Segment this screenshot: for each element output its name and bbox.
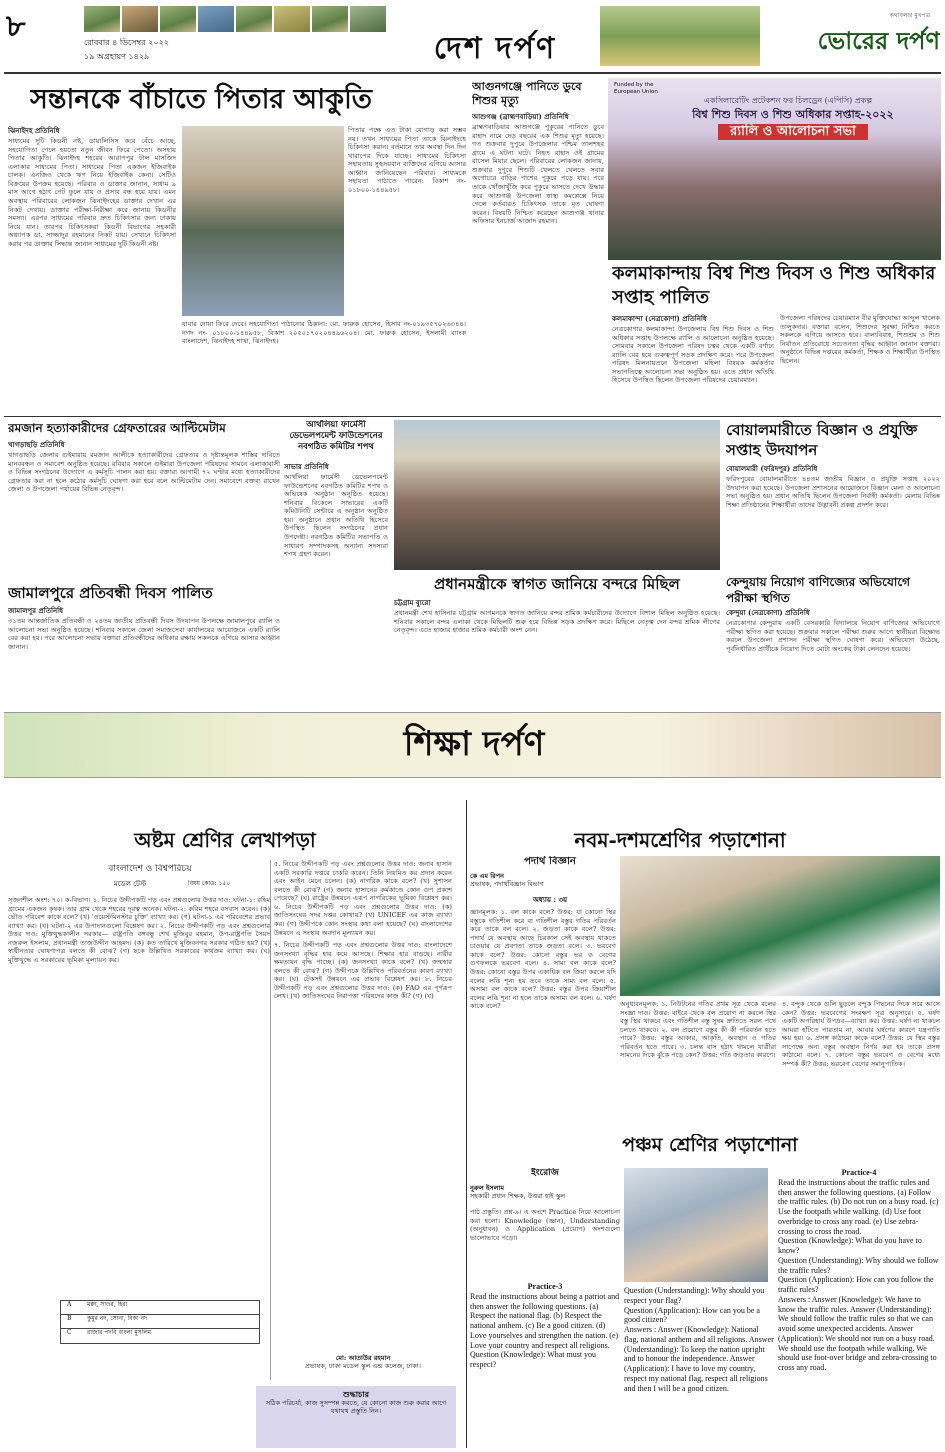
page-number: ৮ <box>6 9 26 44</box>
practice4-body: Read the instructions about the traffic rules and then answer the following questions. (a) Follow the traffic rules. (b) Do not run on a busy road. (c) Use the footpath while walking. (d) Use foot overbridge to cross any road. (e) Use zebra-crossing to cross the road. <box>778 1177 939 1236</box>
section-name: দেশ দর্পণ <box>433 31 557 66</box>
kalmakanda-byline: কলমাকান্দা (নেত্রকোণা) প্রতিনিধি <box>612 314 707 323</box>
drown-story <box>472 112 604 414</box>
lead-body-2: পিতার পক্ষে এত টাকা যোগাড় করা সম্ভব নয়। তখন সাধ্যমের পিতা তাকে ঝিনাইদহে চিকিৎসা করান। বর্তমানে তার অবস্থা দিন দিন খারাপের দিকে যাচ্ছে। সাধ্যমের চিকিৎসা সহায়তায় সুহৃদয়বান ব্যক্তিদের এগিয়ে আসার আহ্বান জানিয়েছেন পরিবার। সাধ্যমকে সহায়তা পাঠাতে পারেন: বিকাশ নং- ০১৮০০-১৪৪৯৫৮। <box>348 126 466 194</box>
class910-body: জ্ঞানমূলক: ১. বল কাকে বলে? উত্তর: যা কোনো স্থির বস্তুকে গতিশীল করে বা গতিশীল বস্তুর গতির পরিবর্তন করে তাকে বল বলে। ২. জড়তা কাকে বলে? উত্তর: পদার্থ যে অবস্থায় আছে চিরকাল সেই অবস্থায় থাকতে চাওয়ার যে প্রবণতা তাকে জড়তা বলে। ৩. ভরবেগ কাকে বলে? উত্তর: কোনো বস্তুর ভর ও বেগের গুণফলকে ভরবেগ বলে। ৪. সাম্য বল কাকে বলে? উত্তর: কোনো বস্তুর উপর একাধিক বল ক্রিয়া করলে যদি বলের লব্ধি শূন্য হয় তবে তাকে সাম্য বল বলে। ৫. অসাম্য বল কাকে বলে? উত্তর: বস্তুর উপর ক্রিয়াশীল বলের লব্ধি শূন্য না হলে তাকে অসাম্য বল বলে। ৬. ঘর্ষণ কাকে বলে? <box>470 908 616 1011</box>
header-photo <box>350 6 386 32</box>
class910-title: নবম-দশমশ্রেণির পড়াশোনা <box>574 828 786 852</box>
header-photo <box>236 6 272 32</box>
kendua-body: নেত্রকোণার কেন্দুয়ায় একটি বেসরকারি বিদ্যালয়ে নিয়োগ বাণিজ্যের অভিযোগে পরীক্ষা স্থগিত করা হয়েছে। শুক্রবার সকালে পরীক্ষা শুরুর আগে স্থানীয়রা বিক্ষোভ করলে উপজেলা প্রশাসন পরীক্ষা স্থগিত ঘোষণা করে। অভিযোগ উঠেছে, পূর্বনির্ধারিত প্রার্থীকে নিয়োগ দিতে মোটা অংকের টাকা লেনদেন হয়েছে। <box>726 619 940 653</box>
class910-column-2 <box>620 1000 776 1120</box>
practice3-question-2: Question (Understanding): Why should you respect your flag? <box>624 1286 765 1305</box>
education-banner-title: শিক্ষা দর্পণ <box>403 724 545 764</box>
practice3-answer-text: Answers : Answer (Knowledge): National flag, national anthem and all religions. Answer (Understanding): To keep the nation upright and to honour the independence. Answer (Application): I have to love my country, respect my national flag, respect all religions and then I will be a good citizen. <box>624 1325 774 1393</box>
kalmakanda-column-2 <box>780 314 940 414</box>
class8-table <box>60 1300 260 1344</box>
rally-headline: প্রধানমন্ত্রীকে স্বাগত জানিয়ে বন্দরে মিছিল <box>434 575 680 593</box>
class5-title: পঞ্চম শ্রেণির পড়াশোনা <box>622 1134 798 1156</box>
pharmacy-body: আর্থলিয়া ফার্মেসী ডেভেলপমেন্ট ফাউন্ডেশনের নবগঠিত কমিটির শপথ ও অভিষেক অনুষ্ঠান অনুষ্ঠিত হয়েছে। শনিবার বিকেলে সাভারের একটি কমিউনিটি সেন্টারে এ অনুষ্ঠান অনুষ্ঠিত হয়। অনুষ্ঠানে প্রধান অতিথি হিসেবে উপস্থিত ছিলেন সংগঠনের প্রধান উপদেষ্টা। নবগঠিত কমিটির সভাপতি ও সাধারণ সম্পাদকসহ অন্যান্য সদস্যরা শপথ গ্রহণ করেন। <box>284 473 388 559</box>
class5-intro: পাঠ প্রস্তুতি। প্রশ্ন-৯। এ অংশে Practice নিয়ে আলোচনা করা হলো। Knowledge (জ্ঞান), Understanding (অনুধাবন) ও Application (প্রয়োগ) অংশগুলো ভালোভাবে পড়ো। <box>470 1208 620 1242</box>
lead-column-2 <box>348 126 466 352</box>
erratum-title: শুদ্ধাচার <box>342 1389 370 1399</box>
lead-column-3 <box>182 320 466 410</box>
class910-photo <box>620 856 940 996</box>
drown-headline: আগুনগঞ্জে পানিতে ডুবে শিশুর মৃত্যু <box>472 80 582 107</box>
class8-teacher-role: প্রভাষক, ঢাকা মডেল স্কুল এন্ড কলেজ, ঢাকা। <box>305 1362 421 1371</box>
banner-top-line: একসিলারেটিং প্রটেকশন ফর চিলড্রেন (এপিসি) প্রকল্প <box>703 96 873 105</box>
lead-headline: সন্তানকে বাঁচাতে পিতার আকুতি <box>30 84 373 115</box>
pharmacy-story <box>284 462 388 706</box>
ramzan-story <box>8 440 280 580</box>
practice3-answers <box>624 1286 774 1448</box>
jamalpur-byline: জামালপুর প্রতিনিধি <box>8 606 64 615</box>
banner-title: বিশ্ব শিশু দিবস ও শিশু অধিকার সপ্তাহ-২০২২ <box>692 108 894 121</box>
class5-author-name: নুরুল ইসলাম <box>470 1184 504 1192</box>
kalmakanda-column-1 <box>612 314 774 414</box>
pharmacy-byline: সাভার প্রতিনিধি <box>284 462 329 471</box>
jamalpur-story <box>8 606 280 706</box>
practice3-question-3: Question (Application): How can you be a good citizen? <box>624 1305 760 1325</box>
header-photo <box>274 6 310 32</box>
rally-byline: চট্টগ্রাম ব্যুরো <box>394 598 431 607</box>
header-photo <box>198 6 234 32</box>
boalmari-headline: বোয়ালমারীতে বিজ্ঞান ও প্রযুক্তি সপ্তাহ উদযাপন <box>726 421 918 459</box>
kalmakanda-body-1: নেত্রকোণার কলমাকান্দা উপজেলায় বিশ্ব শিশু দিবস ও শিশু অধিকার সপ্তাহ উপলক্ষে র‍্যালি ও আলোচনা অনুষ্ঠিত হয়েছে। সোমবার সকালে উপজেলা পরিষদ চত্বর থেকে একটি বর্ণাঢ্য র‍্যালি বের হয়ে গুরুত্বপূর্ণ সড়ক প্রদক্ষিণ করে। পরে উপজেলা পরিষদ মিলনায়তনে উপজেলা মহিলা বিষয়ক কর্মকর্তার সভাপতিত্বে আলোচনা সভা অনুষ্ঠিত হয়। এতে প্রধান অতিথি হিসেবে উপস্থিত ছিলেন উপজেলা পরিষদের চেয়ারম্যান। <box>612 325 774 385</box>
class8-table-row-c: C রাজার পদবি বাংলা মুসলিম <box>67 1329 152 1336</box>
event-banner-photo <box>608 78 941 260</box>
class8-teacher-name: মো: আতাউর রহমান <box>335 1354 391 1362</box>
header-photo-strip-right <box>600 6 760 66</box>
jamalpur-body: ৩১তম আন্তর্জাতিক প্রতিবন্ধী ও ২৪তম জাতীয় প্রতিবন্ধী দিবস উদযাপন উপলক্ষে জামালপুরে র‍্যালি ও আলোচনা সভা অনুষ্ঠিত হয়েছে। শনিবার সকালে জেলা সমাজসেবা কার্যালয়ের আয়োজনে একটি র‍্যালি বের করা হয়। পরে আলোচনা সভায় বক্তারা প্রতিবন্ধীদের অধিকার রক্ষায় সকলকে এগিয়ে আসার আহ্বান জানান। <box>8 617 280 651</box>
paper-logo: ভোরের দর্পণ <box>817 26 940 55</box>
paper-tagline: কথাবলার মুখপত্র <box>889 12 930 19</box>
issue-date: রোববার ৪ ডিসেম্বর ২০২২ <box>84 38 170 47</box>
class910-column-3 <box>782 1000 940 1120</box>
drown-body: ব্রাহ্মণবাড়িয়ার আশুগঞ্জে পুকুরের পানিতে ডুবে রাহাদ নামে দেড় বছরের এক শিশুর মৃত্যু হয়েছে। গত শুক্রবার দুপুরে উপজেলার পশ্চিম তালশহর গ্রামে এ ঘটনা ঘটে। নিহত রাহাদ ওই গ্রামের রাসেল মিয়ার ছেলে। পরিবারের লোকজন জানায়, শুক্রবার দুপুরে শিশুটি খেলতে খেলতে সবার অগোচরে বাড়ির পাশের পুকুরে পড়ে যায়। পরে তাকে খোঁজাখুঁজি করে পুকুরে ভাসতে দেখে উদ্ধার করে আশুগঞ্জ উপজেলা স্বাস্থ্য কমপ্লেক্সে নিয়ে গেলে কর্তব্যরত চিকিৎসক তাকে মৃত ঘোষণা করেন। বিষয়টি নিশ্চিত করেছেন আশুগঞ্জ থানার অফিসার ইনচার্জ আজাদ রহমান। <box>472 123 604 226</box>
class8-table-cell: রাজার পদবি বাংলা মুসলিম <box>87 1329 152 1336</box>
practice4-question-2: Question (Understanding): Why should we follow the traffic rules? <box>778 1255 939 1275</box>
class8-table-row-b: B কুমুর নদ, সোনা, বিকা নদ <box>61 1315 259 1329</box>
lead-body-1: সাধ্যমের দুটি কিডনী নষ্ট, ডায়ালিসিস করে বেঁচে আছে, সহযোগিতা পেলে হয়তো নতুন জীবন ফিরে পেতো। অসহায় পিতার আকুতি। ঝিনাইদহ শহরের আরাপপুর টাল মাসজিদ এলাকার সাধ্যমের পিতা। সাধ্যমের পিতা একজন ইজিবাইক চালক। এনজিও থেকে ঋণ নিয়ে ইজিবাইক কেনা। সেটিও বিক্রয়ের উপক্রম হয়েছে। পরিবার ও ডাক্তার জানান, সাধ্যম ৯ মাস আগে হঠাৎ পেট ফুলে যায় ও প্রসাব বন্ধ হয়ে যায়। এমন অবস্থায় পরিবারের লোকজন ঝিনাইদহের ডাক্তার দেখান এর নিকট দেখায়। ডাক্তার পরীক্ষা-নিরীক্ষা করে জানায় কিডনীর সমস্যা। এরপর সাধ্যমের পরিবার দ্রুত চিকিৎসার জন্য ঢাকায় নিয়ে যান। তারপর চিকিৎসকরা কিডনী বিভাগের সহকারী অধ্যাপক ডা. সাজ্জাদুর রহমানের নিকট যায়। সেখানে চিকিৎসা করার পর ডাক্তার সিদ্ধান্ত জানান সাধ্যমের দুটি কিডনী নষ্ট। <box>8 137 176 248</box>
jamalpur-headline: জামালপুরে প্রতিবন্ধী দিবস পালিত <box>8 584 213 602</box>
header-photo <box>84 6 120 32</box>
class8-subject-code: বিষয় কোড: ১৫০ <box>188 880 231 887</box>
kendua-byline: কেন্দুয়া (নেত্রকোণা) প্রতিনিধি <box>726 608 810 617</box>
rally-photo <box>394 420 720 570</box>
kendua-headline: কেন্দুয়ায় নিয়োগ বাণিজ্যের অভিযোগে পরীক্ষা স্থগিত <box>726 575 911 605</box>
erratum-box <box>256 1386 456 1448</box>
funded-by-label: Funded by the European Union <box>614 82 658 95</box>
class8-title: অষ্টম শ্রেণির লেখাপড়া <box>134 828 316 852</box>
class5-author <box>470 1184 620 1200</box>
header-photo <box>160 6 196 32</box>
banner-subtitle: র‍্যালি ও আলোচনা সভা <box>718 124 868 140</box>
class5-author-role: সহকারী প্রধান শিক্ষক, উত্তরা হাই স্কুল <box>470 1192 566 1201</box>
kalmakanda-headline: কলমাকান্দায় বিশ্ব শিশু দিবস ও শিশু অধিকার সপ্তাহ পালিত <box>612 263 936 308</box>
practice3-title: Practice-3 <box>527 1282 563 1291</box>
issue-date-bangla: ১৯ অগ্রহায়ণ ১৪২৯ <box>84 52 150 61</box>
class8-table-cell: কুমুর নদ, সোনা, বিকা নদ <box>87 1315 148 1322</box>
kalmakanda-body-2: উপজেলা পরিষদের চেয়ারম্যান বীর মুক্তিযোদ্ধা আব্দুল খালেক তালুকদার। বক্তারা বলেন, শিশুদের সুরক্ষা নিশ্চিত করতে সকলকে এগিয়ে আসতে হবে। বাল্যবিবাহ, শিশুশ্রম ও শিশু নির্যাতন প্রতিরোধে সচেতনতা বৃদ্ধির আহ্বান জানান বক্তারা। অনুষ্ঠানে বিভিন্ন দপ্তরের কর্মকর্তা, শিক্ষক ও শিক্ষার্থীরা উপস্থিত ছিলেন। <box>780 314 940 365</box>
kendua-story <box>726 608 940 706</box>
practice4-question-3: Question (Application): How can you follow the traffic rules? <box>778 1275 934 1294</box>
class5-photo <box>624 1168 768 1282</box>
drown-byline: আশুগঞ্জ (ব্রাহ্মণবাড়িয়া) প্রতিনিধি <box>472 112 569 121</box>
lead-byline: ঝিনাইদহ প্রতিনিধি <box>8 126 60 135</box>
class910-chapter: অধ্যায় : ৩য় <box>532 896 568 904</box>
rally-body: প্রধানমন্ত্রী শেখ হাসিনার চট্টগ্রাম আগমনকে স্বাগত জানিয়ে বন্দর শ্রমিক কর্মচারীদের উদ্যোগে বিশাল মিছিল অনুষ্ঠিত হয়েছে। শনিবার সকালে বন্দর এলাকা থেকে মিছিলটি শুরু হয়ে বিভিন্ন সড়ক প্রদক্ষিণ করে। মিছিলে নেতৃত্ব দেন বন্দর শ্রমিক লীগের নেতৃবৃন্দ। এতে হাজার হাজার শ্রমিক কর্মচারী অংশ নেন। <box>394 609 720 635</box>
lead-column-1 <box>8 126 176 410</box>
class8-body-3: ৭. নিচের উদ্দীপকটি পড় এবং প্রশ্নগুলোর উত্তর দাও: বাংলাদেশে জনসংখ্যা বৃদ্ধির হার কমে আসছে। শিক্ষার হার বাড়ছে। নারীর ক্ষমতায়ন বৃদ্ধি পাচ্ছে। (ক) জনসংখ্যা কাকে বলে? (খ) জন্মহার বলতে কী বোঝ? (গ) উদ্দীপকে উল্লিখিত পরিবর্তনের কারণ ব্যাখ্যা কর। (ঘ) টেকসই উন্নয়নে এর প্রভাব বিশ্লেষণ কর। ৮. নিচের উদ্দীপকটি পড় এবং প্রশ্নগুলোর উত্তর দাও: (ক) FAO এর পূর্ণরূপ লেখ। (খ) জাতিসংঘের নিরাপত্তা পরিষদের কাজ কী? (গ) (ঘ) <box>274 941 452 1001</box>
header-photo <box>312 6 348 32</box>
ramzan-byline: খাগড়াছড়ি প্রতিনিধি <box>8 440 65 449</box>
erratum-body: সঠিক পরিচর্যা, কাজ সুসম্পন্ন করতে, যে কোনো কাজ শুরু করার আগে যথাযথ প্রস্তুতি নিন। <box>265 1399 447 1416</box>
practice4-block <box>778 1168 940 1448</box>
class8-test-label: মডেল টেস্ট <box>113 880 147 888</box>
lead-photo <box>182 126 344 316</box>
class5-subject: ইংরেজি <box>531 1168 559 1178</box>
practice4-question-1: Question (Knowledge): What do you have to know? <box>778 1236 922 1255</box>
boalmari-story <box>726 464 940 570</box>
practice3-question-1: Question (Knowledge): What must you respect? <box>470 1350 597 1369</box>
class8-column-2 <box>274 860 452 1300</box>
education-banner <box>4 712 941 778</box>
class8-subject: বাংলাদেশ ও বিশ্বপরিচয় <box>108 864 192 874</box>
boalmari-body: ফরিদপুরের বোয়ালমারীতে ৪৪তম জাতীয় বিজ্ঞান ও প্রযুক্তি সপ্তাহ ২০২২ উদযাপন করা হয়েছে। উপজেলা প্রশাসনের আয়োজনে বিজ্ঞান মেলা ও আলোচনা সভা অনুষ্ঠিত হয়। প্রধান অতিথি ছিলেন উপজেলা নির্বাহী কর্মকর্তা। মেলায় বিভিন্ন শিক্ষা প্রতিষ্ঠানের শিক্ষার্থীরা তাদের উদ্ভাবনী প্রকল্প প্রদর্শন করে। <box>726 475 940 509</box>
practice3-block <box>470 1282 620 1448</box>
class910-author-name: কে এম রিপন <box>470 872 504 880</box>
class910-body-2: অনুধাবনমূলক: ১. নিউটনের গতির প্রথম সূত্র থেকে বলের সংজ্ঞা দাও। উত্তর: বাইরে থেকে বল প্রয়োগ না করলে স্থির বস্তু স্থির থাকবে এবং গতিশীল বস্তু সুষম দ্রুতিতে সরল পথে চলতে থাকবে। ২. বল প্রয়োগে বস্তুর কী কী পরিবর্তন হতে পারে? উত্তর: বস্তুর আকার, আকৃতি, অবস্থান ও গতির পরিবর্তন হতে পারে। ৩. চলন্ত বাস হঠাৎ থামলে যাত্রীরা সামনের দিকে ঝুঁকে পড়ে কেন? উত্তর: গতি জড়তার কারণে। <box>620 1000 776 1060</box>
practice4-answer-text: Answers : Answer (Knowledge): We have to know the traffic rules. Answer (Understanding): We should follow the traffic rules so that we can avoid some unexpected accidents. Answer (Application): We should not run on a busy road. We should use the footpath while walking. We should use foot-over bridge and zebra-crossing to cross any road. <box>778 1294 937 1372</box>
header-photo-strip <box>84 6 394 32</box>
class910-column-1 <box>470 908 616 1120</box>
boalmari-byline: বোয়ালমারী (ফরিদপুর) প্রতিনিধি <box>726 464 818 473</box>
class8-teacher <box>274 1354 452 1378</box>
class910-author-role: প্রভাষক, পদার্থবিজ্ঞান বিভাগ <box>470 880 544 889</box>
rally-story <box>394 598 720 706</box>
practice3-body: Read the instructions about being a patriot and then answer the following questions. (a) Respect the national flag. (b) Respect the national anthem. (c) Be a good citizen. (d) Love yourselves and strengthen the nation. (e) Love your country and respect all religions. <box>470 1291 620 1350</box>
class8-body-2: ৫. নিচের উদ্দীপকটি পড় এবং প্রশ্নগুলোর উত্তর দাও: জনাব হাসান একটি সরকারি দপ্তরে চাকরি করেন। তিনি নিয়মিত কর প্রদান করেন এবং আইন মেনে চলেন। (ক) নাগরিক কাকে বলে? (খ) সুশাসন বলতে কী বোঝ? (গ) জনাব হাসানের কর্মকাণ্ডে কোন গুণ প্রকাশ পেয়েছে? (ঘ) রাষ্ট্রের উন্নয়নে এরূপ নাগরিকের ভূমিকা বিশ্লেষণ কর। ৬. নিচের উদ্দীপকটি পড় এবং প্রশ্নগুলোর উত্তর দাও: (ক) জাতিসংঘের সদর দপ্তর কোথায়? (খ) UNICEF এর কাজ ব্যাখ্যা কর। (গ) উদ্দীপকে কোন সংস্থার কথা বলা হয়েছে? (ঘ) বাংলাদেশের উন্নয়নে এ সংস্থার অবদান মূল্যায়ন কর। <box>274 860 452 937</box>
ramzan-headline: রমজান হত্যাকারীদের গ্রেফতারের আল্টিমেটাম <box>8 421 226 435</box>
class8-table-cell: মক্কা, সাওর, হিরা <box>87 1301 128 1308</box>
class910-body-3: ৪. বন্দুক থেকে গুলি ছুড়লে বন্দুক পিছনের দিকে সরে আসে কেন? উত্তর: ভরবেগের সংরক্ষণ সূত্র অনুসারে। ৫. ঘর্ষণ একটি অপরিহার্য উপদ্রব—ব্যাখ্যা কর। উত্তর: ঘর্ষণ না থাকলে আমরা হাঁটতে পারতাম না, আবার ঘর্ষণের কারণে যন্ত্রপাতি ক্ষয় হয়। ৬. প্রসঙ্গ কাঠামো কাকে বলে? উত্তর: যে স্থির বস্তুর সাপেক্ষে অন্য বস্তুর অবস্থান নির্ণয় করা হয় তাকে প্রসঙ্গ কাঠামো বলে। ৭. কোনো বস্তুর ভরবেগ ও বেগের মধ্যে সম্পর্ক কী? উত্তর: ভরবেগ বেগের সমানুপাতিক। <box>782 1000 940 1068</box>
header-photo <box>122 6 158 32</box>
class910-subject: পদার্থ বিজ্ঞান <box>524 856 576 867</box>
practice4-title: Practice-4 <box>841 1168 877 1177</box>
class8-table-row-a: A মক্কা, সাওর, হিরা <box>61 1301 259 1315</box>
class910-author <box>470 872 630 888</box>
lead-body-3: যাবার দোয়া ফিরে দেবে। সহযোগিতা পাঠানোর ঠিকানা: মো. ফারুক হোসেন, হিসাব নং-০১৯৩৫৭০২৬৩৪৪। নগদ নং- ০১৮০০-১৪৪৯৫৮, বিকাশ ২০৫০১৭০২০৪৪৯৬২০৪। মো. ফারুক হোসেন, ইসলামী ব্যাংক বাংলাদেশ, ঝিনাইদহ শাখা, ঝিনাইদহ। <box>182 320 466 346</box>
pharmacy-headline: আর্থলিয়া ফার্মেসী ডেভেলপমেন্ট ফাউন্ডেশনের নবগঠিত কমিটির শপথ <box>289 420 383 452</box>
class8-column-1 <box>8 896 270 1288</box>
class8-body: সৃজনশীল অংশ: ৭০। ক-বিভাগ। ১. নিচের উদ্দীপকটি পড় এবং প্রশ্নগুলোর উত্তর দাও: ঘটনা-১: রহিম গ্রামের একজন কৃষক। তার গ্রাম থেকে শহরের দূরত্ব অনেক। ঘটনা-২: করিম শহরে বসবাস করেন। (ক) ভৌত পরিবেশ কাকে বলে? (খ) 'ওয়েস্টমিনস্টার চুক্তি' ব্যাখ্যা কর। (গ) ঘটনা-১ এর পরিবেশের প্রভাব ব্যাখ্যা কর। (ঘ) ঘটনা-২ এর উপাদানগুলো বিশ্লেষণ কর। ২. নিচের উদ্দীপকটি পড় এবং প্রশ্নগুলোর উত্তর দাও: মুক্তিযুদ্ধকালীন সরকার— রাষ্ট্রপতি বঙ্গবন্ধু শেখ মুজিবুর রহমান, উপ-রাষ্ট্রপতি সৈয়দ নজরুল ইসলাম, প্রধানমন্ত্রী তাজউদ্দীন আহমদ। (ক) কত তারিখে মুজিবনগর সরকার গঠিত হয়? (খ) স্বাধীনতার ঘোষণাপত্র বলতে কী বোঝ? (গ) ছকে উল্লিখিত সরকারের কার্যক্রম ব্যাখ্যা কর। (ঘ) মুক্তিযুদ্ধে এ সরকারের ভূমিকা মূল্যায়ন কর। <box>8 896 270 964</box>
ramzan-body: খাগড়াছড়ি জেলার গুইমারায় রমজান আলীকে হত্যাকারীদের গ্রেফতার ও দৃষ্টান্তমূলক শাস্তির দাবিতে মানববন্ধন ও সমাবেশ অনুষ্ঠিত হয়েছে। রবিবার সকালে গুইমারা উপজেলা পরিষদের সামনে এলাকাবাসী ও বিভিন্ন সংগঠনের উদ্যোগে এ কর্মসূচি পালন করা হয়। বক্তারা আগামী ৭২ ঘণ্টার মধ্যে হত্যাকারীদের গ্রেফতার করা না হলে কঠোর কর্মসূচি ঘোষণা করা হবে বলে আল্টিমেটাম দেন। সমাবেশে বক্তব্য রাখেন জেলা ও উপজেলা পর্যায়ের বিভিন্ন নেতৃবৃন্দ। <box>8 451 280 494</box>
